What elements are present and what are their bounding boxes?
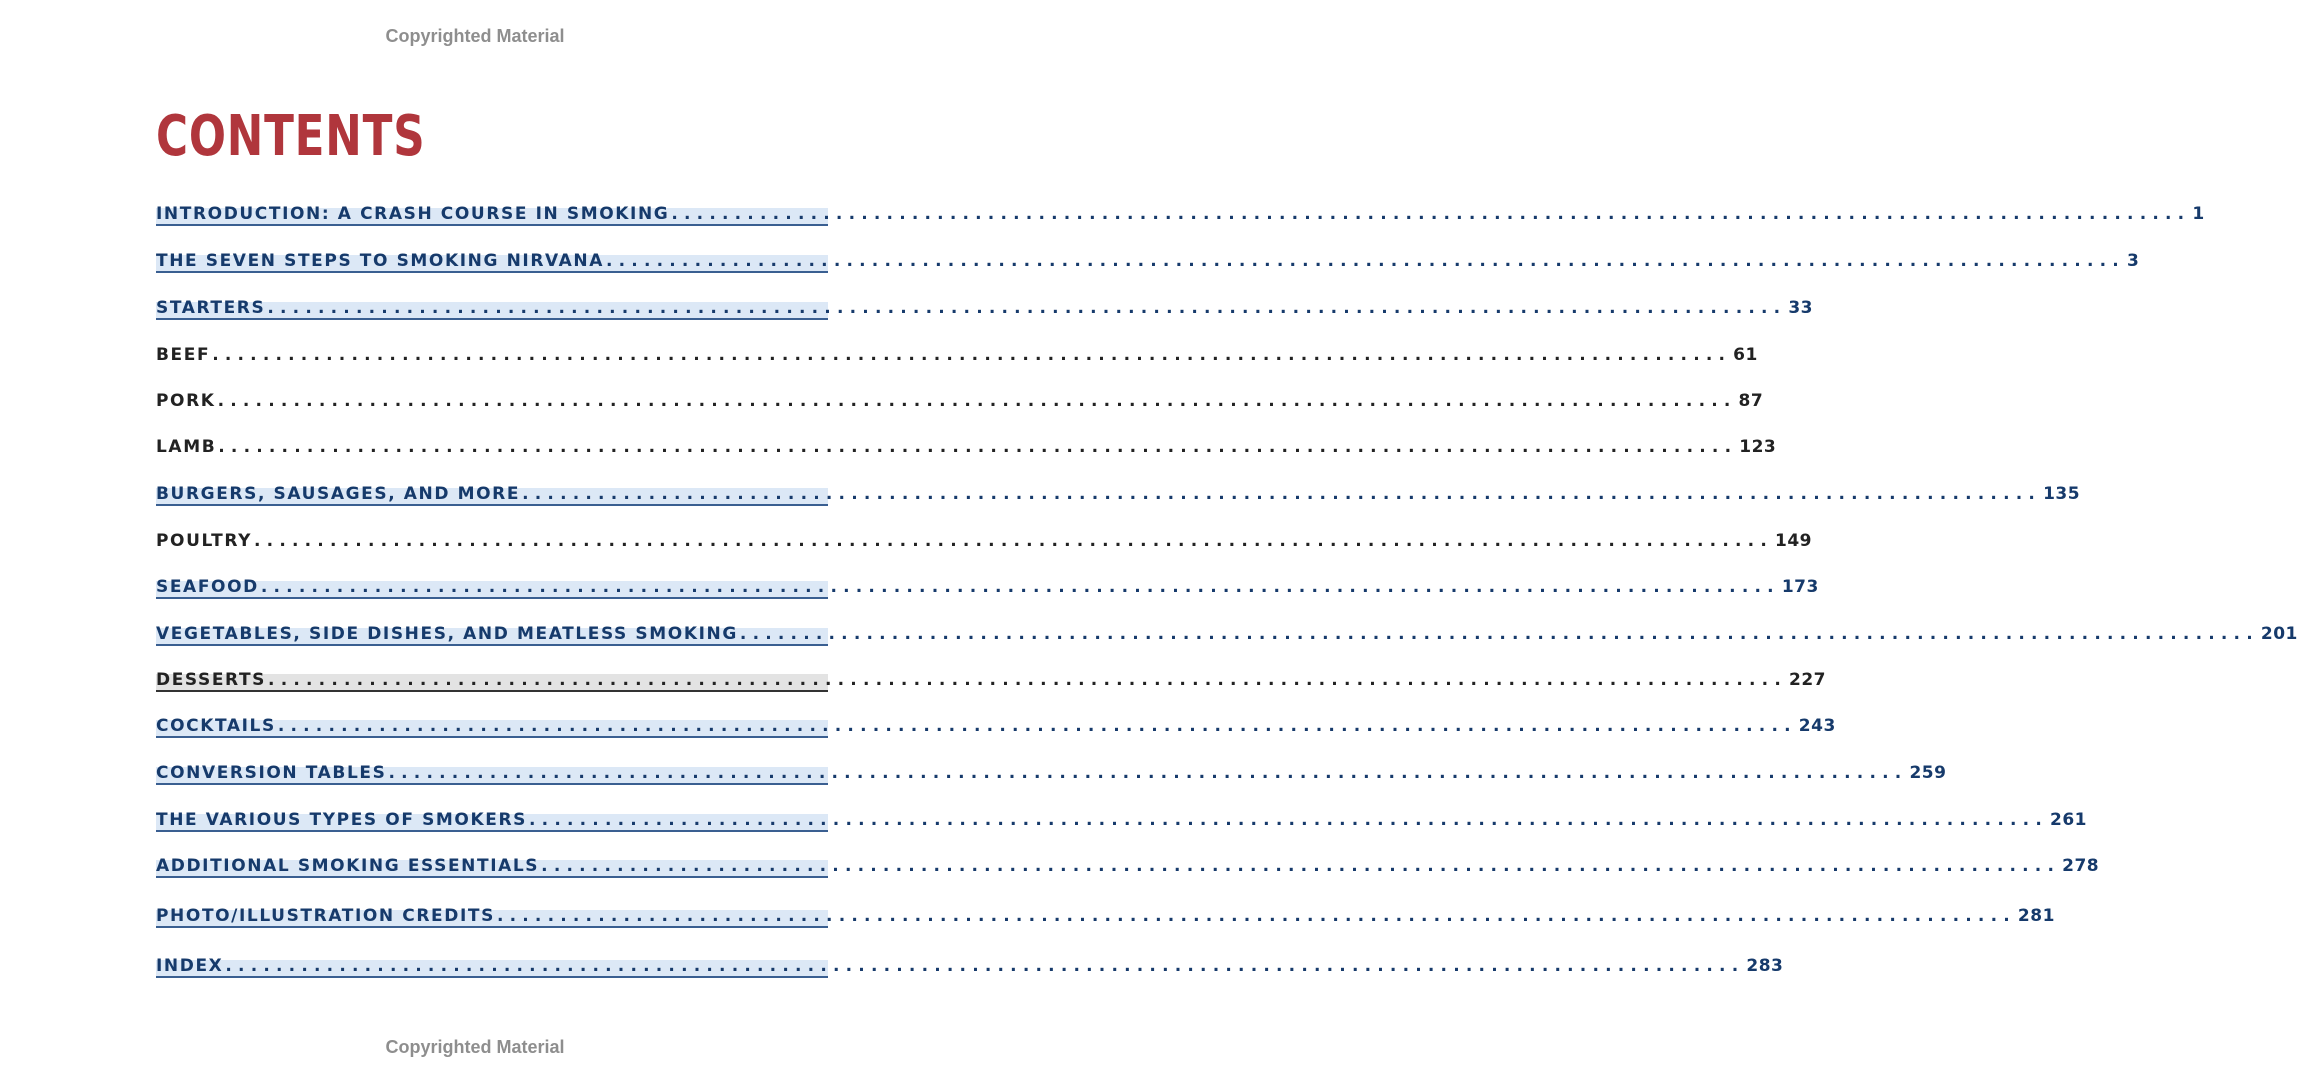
toc-entry[interactable] <box>156 952 1784 980</box>
toc-entry[interactable] <box>156 852 2100 880</box>
dot-leader: ........................................................................................................................ <box>254 531 1773 551</box>
underline <box>156 597 828 599</box>
toc-entry-label: THE SEVEN STEPS TO SMOKING NIRVANA <box>156 251 604 271</box>
underline <box>156 224 828 226</box>
toc-entry-page: 259 <box>1909 763 1947 783</box>
underline <box>156 783 828 785</box>
copyright-watermark-top: Copyrighted Material <box>385 26 565 46</box>
toc-entry[interactable] <box>156 806 2087 834</box>
toc-entry <box>156 433 1777 461</box>
toc-entry <box>156 527 1812 555</box>
toc-entry[interactable] <box>156 712 1836 740</box>
toc-entry[interactable] <box>156 620 2298 648</box>
underline <box>156 318 828 320</box>
toc-entry-page: 283 <box>1746 956 1784 976</box>
toc-entry-label: BEEF <box>156 345 211 365</box>
dot-leader: ........................................................................................................................ <box>388 763 1908 783</box>
toc-entry-label: CONVERSION TABLES <box>156 763 387 783</box>
toc-entry-page: 33 <box>1788 298 1813 318</box>
toc-entry-page: 123 <box>1739 437 1777 457</box>
dot-leader: ........................................................................................................................ <box>671 204 2191 224</box>
toc-entry-page: 87 <box>1738 391 1764 411</box>
toc-entry-page: 261 <box>2049 810 2087 830</box>
toc-entry[interactable] <box>156 759 1947 787</box>
underline <box>156 926 828 928</box>
dot-leader: ........................................................................................................................ <box>268 670 1787 690</box>
toc-entry-label: SEAFOOD <box>156 577 259 597</box>
dot-leader: ........................................................................................................................ <box>277 716 1797 736</box>
toc-entry-label: LAMB <box>156 437 217 457</box>
toc-entry-label: BURGERS, SAUSAGES, AND MORE <box>156 484 521 504</box>
toc-entry-label: VEGETABLES, SIDE DISHES, AND MEATLESS SMOKING <box>156 624 738 644</box>
toc-entry[interactable] <box>156 294 1813 322</box>
dot-leader: ........................................................................................................................ <box>218 437 1738 457</box>
dot-leader: ........................................................................................................................ <box>529 810 2048 830</box>
toc-entry-page: 201 <box>2260 624 2298 644</box>
toc-entry-label: PORK <box>156 391 216 411</box>
toc-entry[interactable] <box>156 200 2205 228</box>
dot-leader: ........................................................................................................................ <box>267 298 1787 318</box>
dot-leader: ........................................................................................................................ <box>260 577 1780 597</box>
toc-entry-page: 278 <box>2062 856 2100 876</box>
toc-entry-page: 1 <box>2192 204 2205 224</box>
dot-leader: ........................................................................................................................ <box>605 251 2125 271</box>
toc-entry-page: 281 <box>2017 906 2055 926</box>
toc-entry-label: COCKTAILS <box>156 716 276 736</box>
toc-entry-label: THE VARIOUS TYPES OF SMOKERS <box>156 810 528 830</box>
toc-entry-page: 227 <box>1789 670 1826 690</box>
toc-entry <box>156 666 1826 694</box>
toc-entry-label: ADDITIONAL SMOKING ESSENTIALS <box>156 856 540 876</box>
underline <box>156 976 828 978</box>
toc-entry <box>156 387 1764 415</box>
toc-entry-label: DESSERTS <box>156 670 267 690</box>
toc-entry-page: 173 <box>1781 577 1819 597</box>
toc-entry-page: 243 <box>1798 716 1836 736</box>
dot-leader: ........................................................................................................................ <box>496 906 2016 926</box>
underline <box>156 644 828 646</box>
dot-leader: ........................................................................................................................ <box>217 391 1737 411</box>
toc-entry-page: 135 <box>2043 484 2081 504</box>
toc-entry[interactable] <box>156 573 1819 601</box>
toc-entry-label: POULTRY <box>156 531 253 551</box>
underline <box>156 271 828 273</box>
underline <box>156 504 828 506</box>
toc-entry[interactable] <box>156 247 2140 275</box>
underline <box>156 690 828 692</box>
toc-entry[interactable] <box>156 480 2081 508</box>
toc-entry-label: INTRODUCTION: A CRASH COURSE IN SMOKING <box>156 204 670 224</box>
toc-entry[interactable] <box>156 902 2055 930</box>
toc-entry-label: INDEX <box>156 956 224 976</box>
page-title: CONTENTS <box>156 104 426 169</box>
dot-leader: ........................................................................................................................ <box>212 345 1732 365</box>
dot-leader: ........................................................................................................................ <box>225 956 1745 976</box>
copyright-watermark-bottom: Copyrighted Material <box>385 1037 565 1057</box>
underline <box>156 830 828 832</box>
dot-leader: ........................................................................................................................ <box>522 484 2042 504</box>
toc-entry-page: 149 <box>1774 531 1812 551</box>
toc-entry-page: 61 <box>1733 345 1758 365</box>
underline <box>156 876 828 878</box>
dot-leader: ........................................................................................................................ <box>541 856 2061 876</box>
dot-leader: ........................................................................................................................ <box>739 624 2259 644</box>
toc-entry-page: 3 <box>2126 251 2140 271</box>
toc-entry-label: PHOTO/ILLUSTRATION CREDITS <box>156 906 495 926</box>
toc-entry-label: STARTERS <box>156 298 266 318</box>
toc-entry <box>156 341 1758 369</box>
underline <box>156 736 828 738</box>
